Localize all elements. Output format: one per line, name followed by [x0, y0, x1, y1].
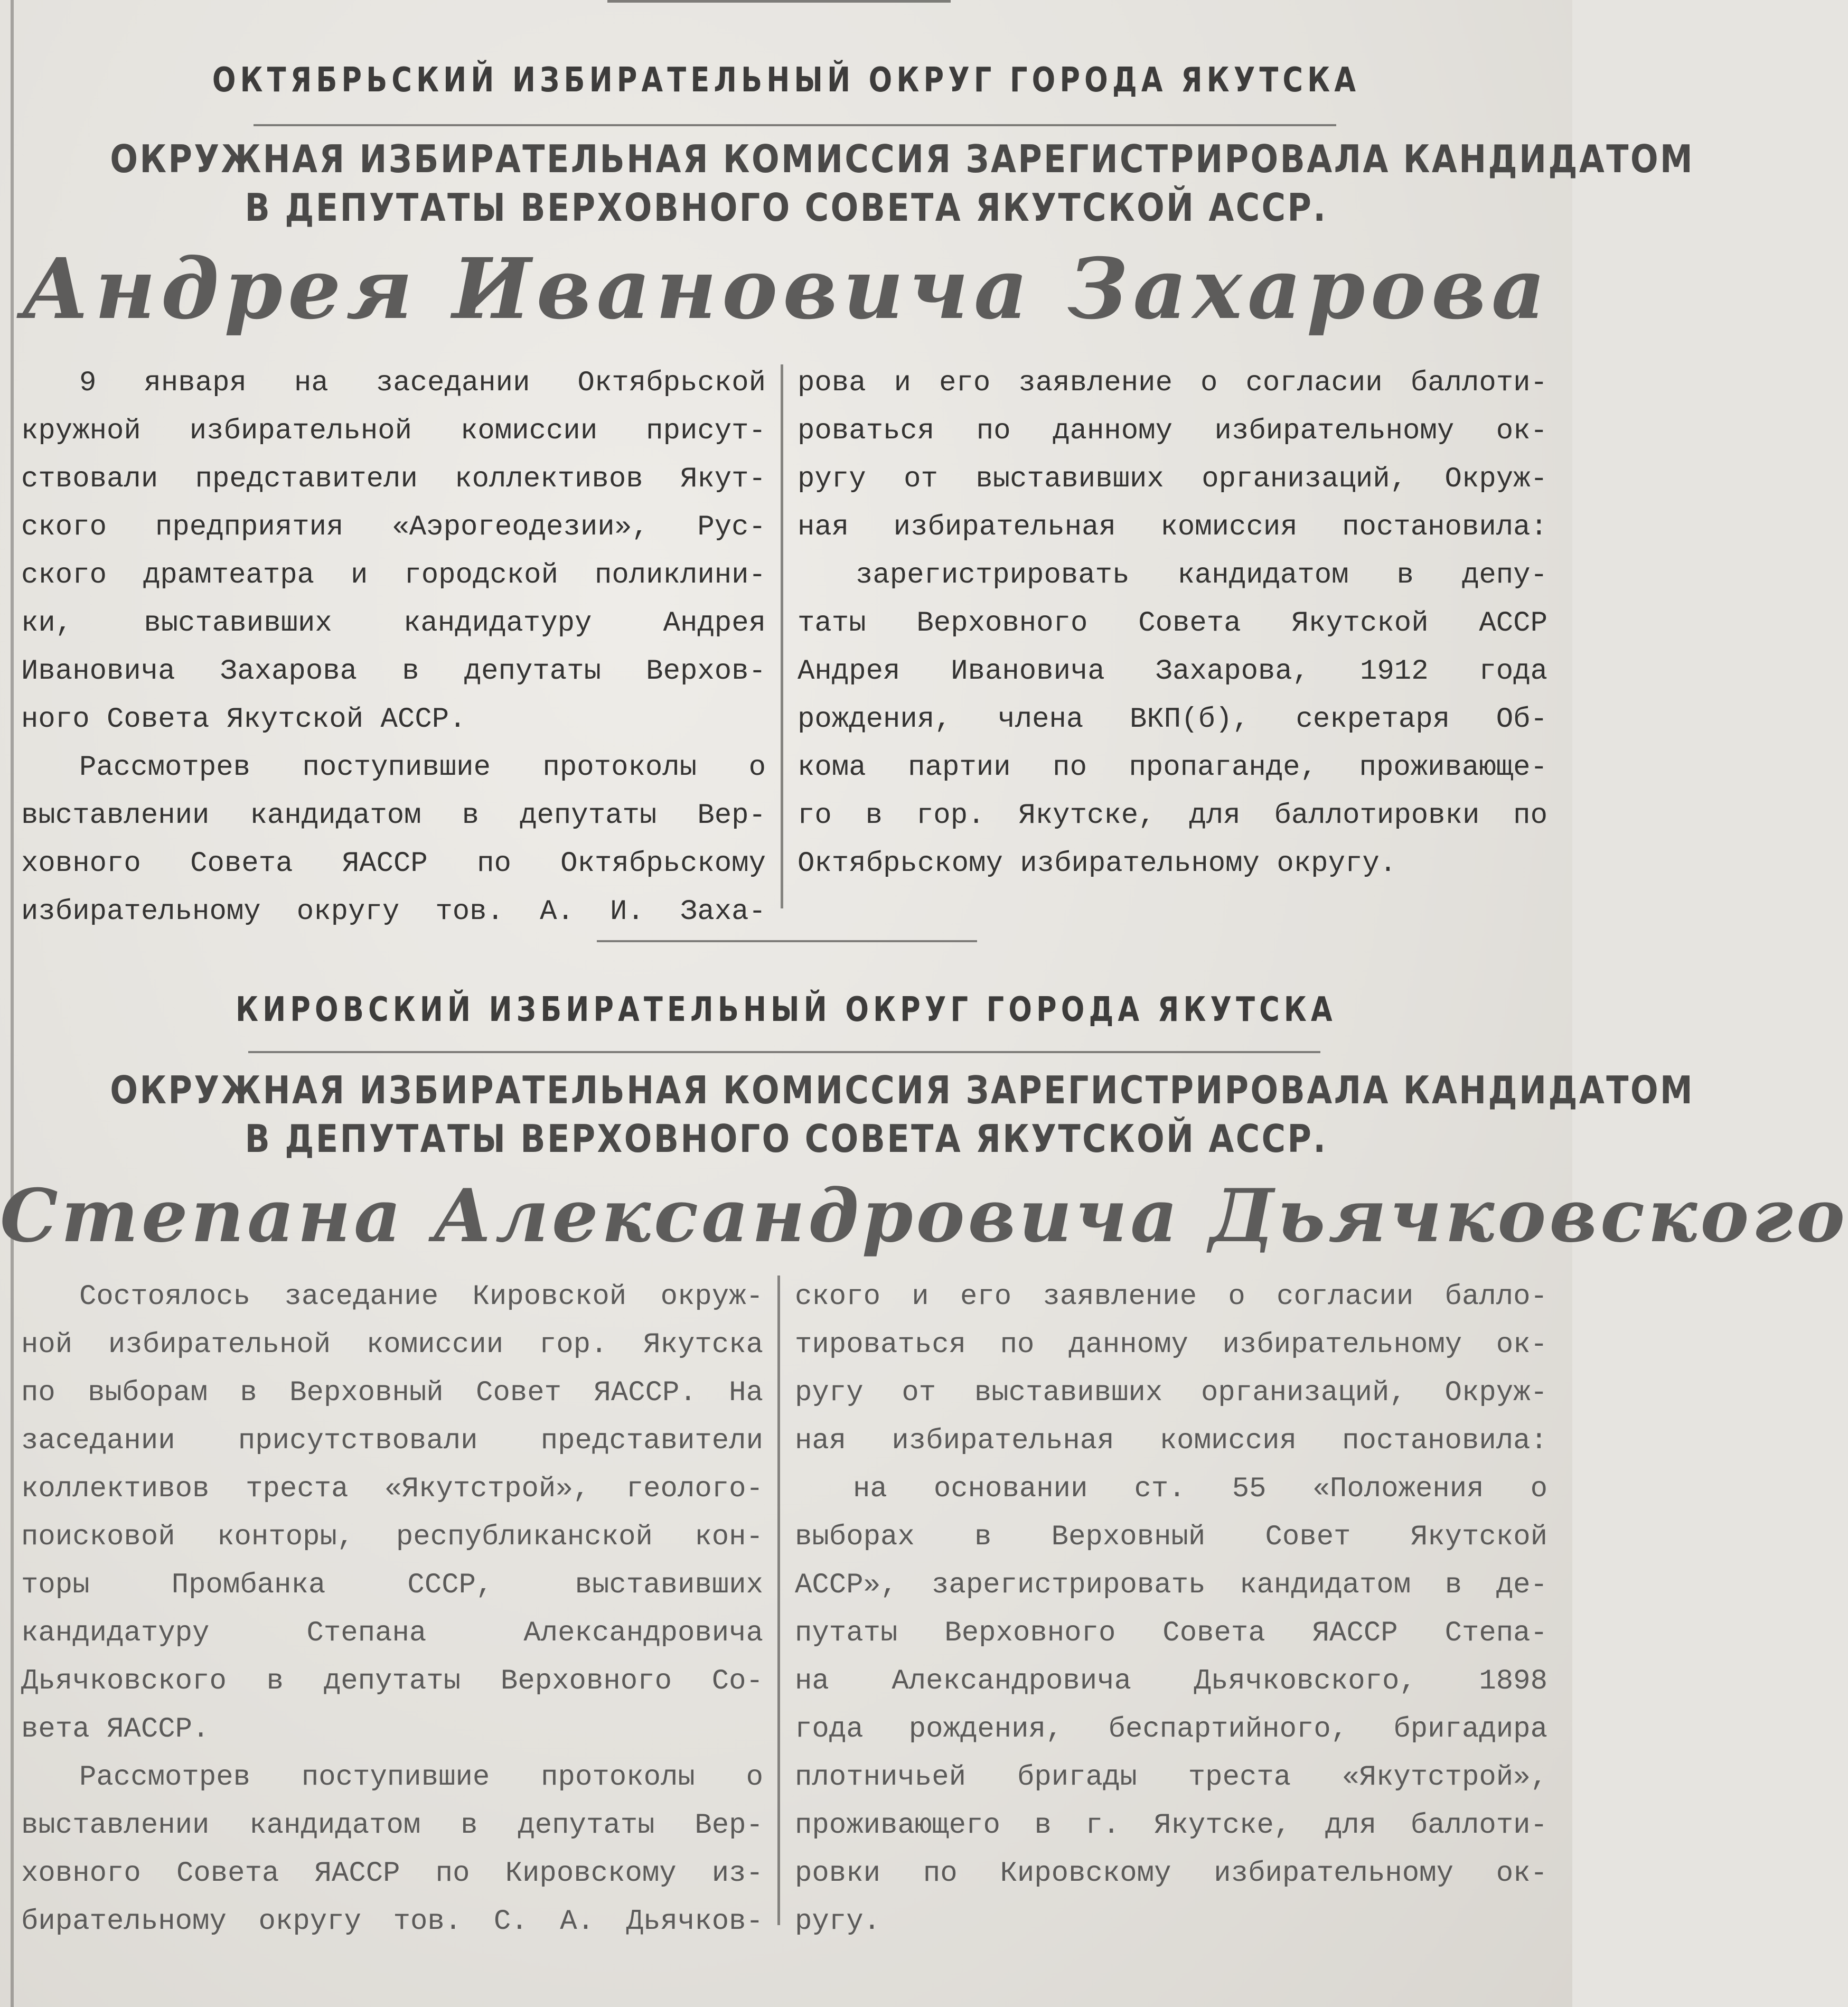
text-line: ховного Совета ЯАССР по Кировскому из- [21, 1858, 763, 1890]
text-line: ховного Совета ЯАССР по Октябрьскому [21, 848, 766, 880]
text-line: выставлении кандидатом в депутаты Вер- [21, 1809, 763, 1842]
text-line: выставлении кандидатом в депутаты Вер- [21, 800, 766, 832]
text-line: Ивановича Захарова в депутаты Верхов- [21, 655, 766, 688]
text-line: на основании ст. 55 «Положения о [853, 1473, 1547, 1505]
commission-line-2a: ОКРУЖНАЯ ИЗБИРАТЕЛЬНАЯ КОМИССИЯ ЗАРЕГИСТРИРОВАЛА КАНДИДАТОМ [110, 1068, 1695, 1112]
text-line: вета ЯАССР. [21, 1713, 210, 1746]
candidate-name-1: Андрея Ивановича Захарова [21, 240, 1551, 338]
text-line: года рождения, беспартийного, бригадира [795, 1713, 1547, 1746]
text-line: коллективов треста «Якутстрой», геолого- [21, 1473, 763, 1505]
text-line: АССР», зарегистрировать кандидатом в де- [795, 1569, 1547, 1601]
text-line: кома партии по пропаганде, проживающе- [798, 752, 1547, 784]
text-line: ная избирательная комиссия постановила: [795, 1425, 1547, 1457]
divider-rule-2 [248, 1051, 1320, 1053]
text-line: ского предприятия «Аэрогеодезии», Рус- [21, 511, 766, 543]
text-line: путаты Верховного Совета ЯАССР Степа- [795, 1617, 1547, 1649]
text-line: ругу от выставивших организаций, Окруж- [798, 463, 1547, 495]
text-line: Состоялось заседание Кировской окруж- [79, 1281, 763, 1313]
text-line: ствовали представители коллективов Якут- [21, 463, 766, 495]
text-line: ная избирательная комиссия постановила: [798, 511, 1547, 543]
text-line: ной избирательной комиссии гор. Якутска [21, 1329, 763, 1361]
text-line: на Александровича Дьячковского, 1898 [795, 1665, 1547, 1697]
text-line: торы Промбанка СССР, выставивших [21, 1569, 763, 1601]
text-line: го в гор. Якутске, для баллотировки по [798, 800, 1547, 832]
text-line: Андрея Ивановича Захарова, 1912 года [798, 655, 1547, 688]
article-2-left-column [21, 1273, 763, 1946]
column-divider-2 [777, 1276, 780, 1925]
text-line: Рассмотрев поступившие протоколы о [79, 752, 766, 784]
commission-line-2b: В ДЕПУТАТЫ ВЕРХОВНОГО СОВЕТА ЯКУТСКОЙ АССР. [245, 1117, 1328, 1161]
text-line: поисковой конторы, республиканской кон- [21, 1521, 763, 1553]
text-line: ского и его заявление о согласии балло- [795, 1281, 1547, 1313]
commission-line-1a: ОКРУЖНАЯ ИЗБИРАТЕЛЬНАЯ КОМИССИЯ ЗАРЕГИСТРИРОВАЛА КАНДИДАТОМ [110, 137, 1695, 181]
text-line: бирательному округу тов. С. А. Дьячков- [21, 1906, 763, 1938]
district-heading-1: ОКТЯБРЬСКИЙ ИЗБИРАТЕЛЬНЫЙ ОКРУГ ГОРОДА ЯКУТСКА [212, 61, 1361, 100]
section-separator [597, 940, 977, 942]
column-divider-1 [781, 364, 783, 908]
text-line: зарегистрировать кандидатом в депу- [856, 559, 1547, 592]
text-line: ровки по Кировскому избирательному ок- [795, 1858, 1547, 1890]
text-line: заседании присутствовали представители [21, 1425, 763, 1457]
text-line: Дьячковского в депутаты Верховного Со- [21, 1665, 763, 1697]
text-line: Октябрьскому избирательному округу. [798, 848, 1397, 880]
text-line: ного Совета Якутской АССР. [21, 704, 466, 736]
text-line: проживающего в г. Якутске, для баллоти- [795, 1809, 1547, 1842]
text-line: 9 января на заседании Октябрьской [79, 367, 766, 399]
district-heading-2: КИРОВСКИЙ ИЗБИРАТЕЛЬНЫЙ ОКРУГ ГОРОДА ЯКУТСКА [236, 990, 1337, 1029]
article-1-right-column [798, 359, 1547, 888]
divider-rule-1 [254, 124, 1336, 126]
commission-line-1b: В ДЕПУТАТЫ ВЕРХОВНОГО СОВЕТА ЯКУТСКОЙ АССР. [245, 185, 1328, 230]
text-line: ки, выставивших кандидатуру Андрея [21, 607, 766, 640]
text-line: кружной избирательной комиссии присут- [21, 415, 766, 447]
text-line: тироваться по данному избирательному ок- [795, 1329, 1547, 1361]
text-line: кандидатуру Степана Александровича [21, 1617, 763, 1649]
text-line: по выборам в Верховный Совет ЯАССР. На [21, 1377, 763, 1409]
text-line: плотничьей бригады треста «Якутстрой», [795, 1761, 1547, 1794]
text-line: избирательному округу тов. А. И. Заха- [21, 896, 766, 928]
candidate-name-2: Степана Александровича Дьячковского [0, 1173, 1848, 1259]
text-line: ругу от выставивших организаций, Окруж- [795, 1377, 1547, 1409]
text-line: ругу. [795, 1906, 881, 1938]
top-rule [607, 0, 951, 3]
text-line: ского драмтеатра и городской поликлини- [21, 559, 766, 592]
text-line: рова и его заявление о согласии баллоти- [798, 367, 1547, 399]
article-2-right-column [795, 1273, 1547, 1946]
text-line: рождения, члена ВКП(б), секретаря Об- [798, 704, 1547, 736]
article-1-left-column [21, 359, 766, 936]
text-line: таты Верховного Совета Якутской АССР [798, 607, 1547, 640]
text-line: Рассмотрев поступившие протоколы о [79, 1761, 763, 1794]
text-line: выборах в Верховный Совет Якутской [795, 1521, 1547, 1553]
text-line: роваться по данному избирательному ок- [798, 415, 1547, 447]
